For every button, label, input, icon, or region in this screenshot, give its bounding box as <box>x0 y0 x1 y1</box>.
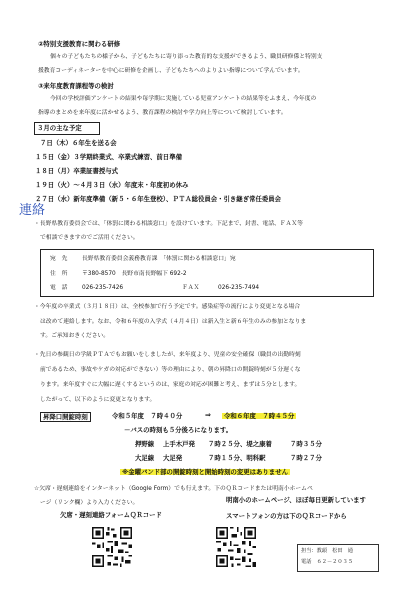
section-title-special-support: ②特別支援教育に関わる研修 <box>38 40 121 48</box>
paragraph-line: ・先日の参観日の学級ＰＴＡでもお願いをしましたが、来年度より、児童の安全確保（職員の出勤時刻 <box>34 352 301 358</box>
address-postal: 〒380-8570 長野市南長野幅下 692-2 <box>82 271 187 277</box>
address-recipient: 長野県教育委員会義務教育課 「体罰に関わる相談窓口」宛 <box>82 256 236 262</box>
paragraph-line: 援教育コーディネーターを中心に研修を企画し、子どもたちへのよりよい指導について学んでいます。 <box>38 68 304 74</box>
paragraph-line: したがって、以下のように変更となります。 <box>40 397 156 403</box>
address-label: 宛 先 <box>50 256 68 262</box>
paragraph-line: ージ（リンク欄）より入力ください。 <box>40 500 139 506</box>
paragraph-line: ・今年度の卒業式（３月１８日）は、全校参加で行う予定です。感染症等の流行により変更となる場合 <box>34 304 301 310</box>
bus-line-name: 大足線 <box>135 454 155 462</box>
schedule-item: １９日（火）～４月３日（水）年度末・年度初め休み <box>35 181 189 189</box>
schedule-item: １８日（月）卒業証書授与式 <box>35 167 119 175</box>
bus-arrival-time: ７時２７分 <box>290 454 322 462</box>
qr-code-icon <box>90 525 134 569</box>
paragraph-line: ☆欠席・遅刻連絡をインターネット（Google Form）でも行えます。下のＱＲコードまたは明南小ホームペ <box>34 486 313 492</box>
fax-number: 026-235-7494 <box>218 285 260 291</box>
qr-label-homepage: スマートフォンの方は下のＱＲコードから <box>226 512 347 520</box>
paragraph-line: ります。来年度すぐに大幅に遅くするというのは、家庭の対応が困難と考え、まずは５分とします。 <box>40 382 301 388</box>
contact-person: 担当：教頭 松田 通 <box>301 548 353 554</box>
homepage-qr-code[interactable] <box>214 525 258 569</box>
bus-time: ７時２５分、堤之康着 <box>208 440 272 448</box>
address-label: 住 所 <box>50 271 68 277</box>
unlock-time-label: 昇降口開錠時刻 <box>40 412 91 422</box>
paragraph-line: 前であるため、事故やケガの対応ができない）等の理由により、朝の昇降口の開錠時刻が５分遅くな <box>40 367 301 373</box>
address-label: 電 話 <box>50 285 68 291</box>
bus-time: ７時１５分、明科駅 <box>208 454 266 462</box>
section-title-curriculum: ③来年度教育課程等の検討 <box>38 82 114 90</box>
bus-note-title: －バスの時刻も５分後ろになります。 <box>124 426 233 434</box>
schedule-item: １５日（金）３学期終業式、卒業式練習、前日準備 <box>35 153 182 161</box>
contact-phone: 電話 ６２－２０３５ <box>301 559 353 565</box>
contact-heading: 連絡 <box>19 203 46 218</box>
paragraph-line: ・長野県教育委員会では、「体罰に関わる相談窓口」を設けています。下記まで、封書、電話、ＦＡＸ等 <box>34 221 303 227</box>
paragraph-line: は改めて連絡します。なお、令和６年度の入学式（４月４日）は新入生と新６年生のみの参加となりま <box>40 319 307 325</box>
phone-number: 026-235-7426 <box>82 285 124 291</box>
paragraph-line: 指導のまとめを来年度に活かせるよう、教育課程の検討や学力向上等について検討しています。 <box>38 110 287 116</box>
paragraph-line: す。ご承知おきください。 <box>40 333 110 339</box>
arrow-icon: ⇒ <box>205 411 211 419</box>
unlock-time-old: 令和５年度 ７時４０分 <box>112 412 183 420</box>
bus-arrival-time: ７時３５分 <box>290 440 322 448</box>
homepage-note: 明南小のホームページ、ほぼ毎日更新しています <box>226 496 366 504</box>
paragraph-line: で相談できますのでご活用ください。 <box>40 235 139 241</box>
qr-code-icon <box>214 525 258 569</box>
schedule-title: ３月の主な予定 <box>37 124 82 132</box>
bus-exception-note: ※金曜バンド部の開錠時刻と開始時刻の変更はありません <box>122 468 288 476</box>
absence-form-qr-code[interactable] <box>90 525 134 569</box>
fax-label: ＦＡＸ <box>182 285 200 291</box>
bus-line-name: 押野線 <box>135 440 155 448</box>
unlock-time-new: 令和６年度 ７時４５分 <box>224 412 295 420</box>
bus-departure: 上手木戸発 <box>163 440 195 448</box>
bus-departure: 大足発 <box>163 454 183 462</box>
schedule-item: ２７日（水）新年度準備（新５・６年生登校）、ＰＴＡ総役員会・引き継ぎ常任委員会 <box>35 195 282 203</box>
paragraph-line: 今回の学校評価アンケートの結果や毎学期に実施している児童アンケートの結果等をふまえ、今年度の <box>50 96 317 102</box>
schedule-item: ７日（木）６年生を送る会 <box>40 139 117 147</box>
qr-label-absence-form: 欠席・遅刻連絡フォームＱＲコード <box>60 511 162 519</box>
paragraph-line: 個々の子どもたちの様子から、子どもたちに寄り添った教育的な支援ができるよう、職員研修係と特別支 <box>50 54 323 60</box>
